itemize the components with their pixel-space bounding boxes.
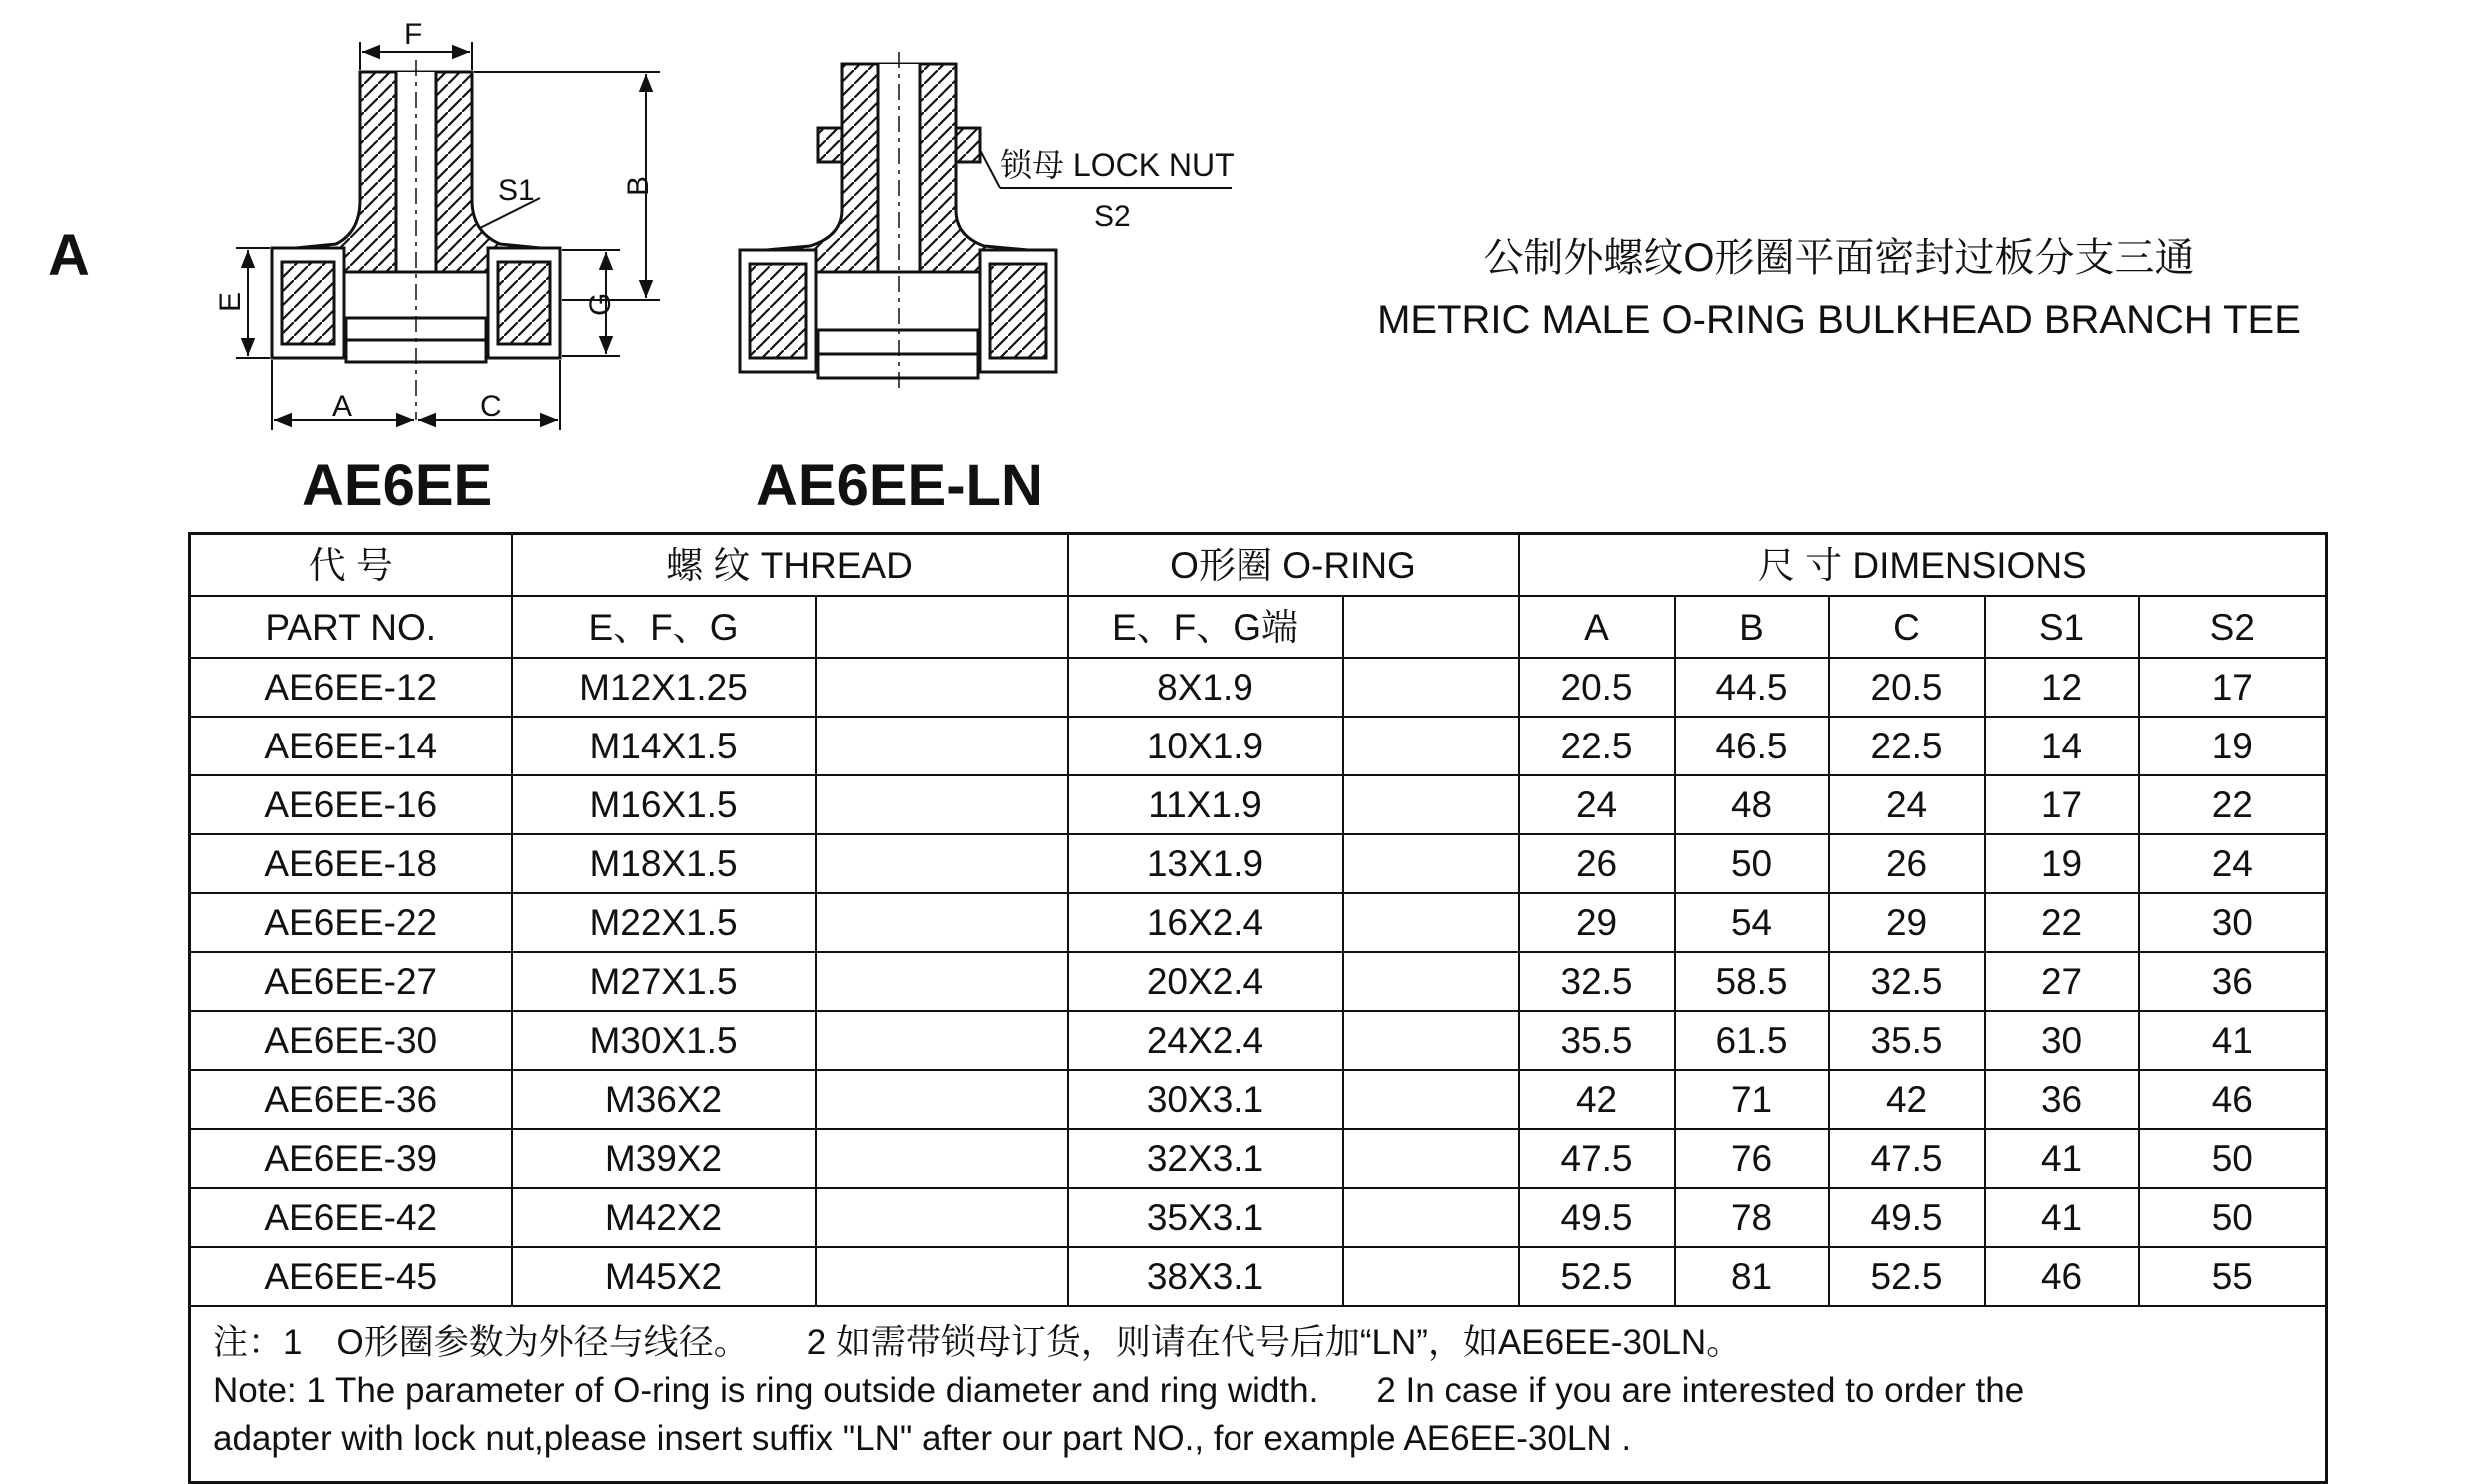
header-empty	[816, 596, 1068, 658]
cell-s1: 36	[1985, 1070, 2139, 1129]
cell-empty	[816, 1070, 1068, 1129]
cell-empty	[816, 717, 1068, 775]
cell-empty	[816, 1129, 1068, 1188]
cell-empty	[1343, 1188, 1519, 1247]
cell-s1: 41	[1985, 1129, 2139, 1188]
cell-b: 44.5	[1675, 658, 1829, 717]
cell-b: 78	[1675, 1188, 1829, 1247]
cell-empty	[1343, 1011, 1519, 1070]
note-en-prefix: Note:	[213, 1371, 297, 1410]
cell-b: 61.5	[1675, 1011, 1829, 1070]
table-row	[190, 775, 2327, 834]
note-cn-1: O形圈参数为外径与线径。	[336, 1323, 749, 1362]
cell-thread: M27X1.5	[512, 952, 816, 1011]
cell-thread: M22X1.5	[512, 893, 816, 952]
table-row	[190, 1188, 2327, 1247]
header-dim-a: A	[1519, 596, 1675, 658]
cell-b: 46.5	[1675, 717, 1829, 775]
cell-thread: M42X2	[512, 1188, 816, 1247]
note-cn-prefix: 注：1	[213, 1323, 303, 1362]
cell-b: 58.5	[1675, 952, 1829, 1011]
cell-s1: 41	[1985, 1188, 2139, 1247]
spec-table	[188, 532, 2328, 1484]
cell-a: 52.5	[1519, 1247, 1675, 1306]
dim-label-f: F	[404, 18, 423, 51]
cell-thread: M12X1.25	[512, 658, 816, 717]
cell-a: 24	[1519, 775, 1675, 834]
note-line-cn	[213, 1319, 2303, 1367]
cell-part: AE6EE-39	[190, 1129, 512, 1188]
cell-a: 35.5	[1519, 1011, 1675, 1070]
cell-thread: M30X1.5	[512, 1011, 816, 1070]
table-row	[190, 1129, 2327, 1188]
note-line-en	[213, 1367, 2303, 1415]
cell-c: 47.5	[1829, 1129, 1985, 1188]
product-title-cn: 公制外螺纹O形圈平面密封过板分支三通	[1483, 236, 2195, 280]
cell-empty	[816, 834, 1068, 893]
cell-empty	[1343, 658, 1519, 717]
cell-a: 29	[1519, 893, 1675, 952]
cell-oring: 35X3.1	[1068, 1188, 1343, 1247]
cell-s1: 46	[1985, 1247, 2139, 1306]
cell-s2: 50	[2139, 1188, 2327, 1247]
header-dim-s1: S1	[1985, 596, 2139, 658]
header-dim-c: C	[1829, 596, 1985, 658]
drawing-ae6ee	[272, 60, 560, 420]
dim-label-e: E	[214, 291, 247, 312]
cell-c: 52.5	[1829, 1247, 1985, 1306]
cell-empty	[816, 1188, 1068, 1247]
cell-s2: 41	[2139, 1011, 2327, 1070]
cell-empty	[1343, 1070, 1519, 1129]
cell-a: 26	[1519, 834, 1675, 893]
notes-row	[190, 1306, 2327, 1483]
cell-s2: 22	[2139, 775, 2327, 834]
cell-a: 49.5	[1519, 1188, 1675, 1247]
cell-thread: M18X1.5	[512, 834, 816, 893]
header-thread-sub: E、F、G	[512, 596, 816, 658]
cell-part: AE6EE-16	[190, 775, 512, 834]
cell-c: 49.5	[1829, 1188, 1985, 1247]
cell-s2: 30	[2139, 893, 2327, 952]
cell-b: 54	[1675, 893, 1829, 952]
model-label-ae6ee-ln: AE6EE-LN	[756, 453, 1043, 518]
table-row	[190, 658, 2327, 717]
cell-empty	[816, 893, 1068, 952]
table-row	[190, 717, 2327, 775]
cell-oring: 24X2.4	[1068, 1011, 1343, 1070]
cell-empty	[816, 775, 1068, 834]
cell-s2: 17	[2139, 658, 2327, 717]
product-title-en: METRIC MALE O-RING BULKHEAD BRANCH TEE	[1377, 298, 2301, 342]
cell-empty	[816, 658, 1068, 717]
cell-s1: 22	[1985, 893, 2139, 952]
header-empty	[1343, 596, 1519, 658]
cell-thread: M39X2	[512, 1129, 816, 1188]
dim-label-c: C	[480, 390, 502, 423]
cell-b: 81	[1675, 1247, 1829, 1306]
cell-s1: 14	[1985, 717, 2139, 775]
header-oring-sub: E、F、G端	[1068, 596, 1343, 658]
cell-oring: 30X3.1	[1068, 1070, 1343, 1129]
header-part-cn: 代 号	[190, 534, 512, 597]
dim-label-s2: S2	[1094, 200, 1131, 233]
notes-cell	[190, 1306, 2327, 1483]
cell-s1: 30	[1985, 1011, 2139, 1070]
header-dim-b: B	[1675, 596, 1829, 658]
cell-a: 42	[1519, 1070, 1675, 1129]
cell-s1: 19	[1985, 834, 2139, 893]
table-row	[190, 1011, 2327, 1070]
cell-b: 76	[1675, 1129, 1829, 1188]
cell-s2: 50	[2139, 1129, 2327, 1188]
cell-oring: 16X2.4	[1068, 893, 1343, 952]
cell-s2: 55	[2139, 1247, 2327, 1306]
header-oring: O形圈 O-RING	[1068, 534, 1519, 597]
cell-empty	[1343, 775, 1519, 834]
cell-thread: M45X2	[512, 1247, 816, 1306]
cell-b: 71	[1675, 1070, 1829, 1129]
cell-a: 20.5	[1519, 658, 1675, 717]
cell-empty	[1343, 1247, 1519, 1306]
cell-c: 35.5	[1829, 1011, 1985, 1070]
cell-part: AE6EE-18	[190, 834, 512, 893]
cell-part: AE6EE-14	[190, 717, 512, 775]
cell-c: 42	[1829, 1070, 1985, 1129]
table-row	[190, 952, 2327, 1011]
cell-empty	[816, 952, 1068, 1011]
cell-empty	[816, 1011, 1068, 1070]
drawing-ae6ee-ln	[740, 52, 1056, 390]
header-dimensions: 尺 寸 DIMENSIONS	[1519, 534, 2327, 597]
cell-c: 20.5	[1829, 658, 1985, 717]
cell-oring: 32X3.1	[1068, 1129, 1343, 1188]
cell-thread: M14X1.5	[512, 717, 816, 775]
cell-part: AE6EE-27	[190, 952, 512, 1011]
header-dim-s2: S2	[2139, 596, 2327, 658]
model-label-ae6ee: AE6EE	[302, 453, 493, 518]
cell-empty	[1343, 1129, 1519, 1188]
dim-label-a: A	[332, 390, 353, 423]
section-letter: A	[48, 223, 90, 288]
cell-part: AE6EE-36	[190, 1070, 512, 1129]
cell-empty	[816, 1247, 1068, 1306]
cell-c: 24	[1829, 775, 1985, 834]
cell-s1: 17	[1985, 775, 2139, 834]
cell-empty	[1343, 717, 1519, 775]
table-row	[190, 893, 2327, 952]
cell-part: AE6EE-45	[190, 1247, 512, 1306]
cell-b: 48	[1675, 775, 1829, 834]
cell-empty	[1343, 893, 1519, 952]
cell-s1: 27	[1985, 952, 2139, 1011]
note-en-1: 1 The parameter of O-ring is ring outside diameter and ring width.	[306, 1371, 1319, 1410]
cell-part: AE6EE-30	[190, 1011, 512, 1070]
cell-part: AE6EE-22	[190, 893, 512, 952]
cell-oring: 8X1.9	[1068, 658, 1343, 717]
cell-s2: 36	[2139, 952, 2327, 1011]
cell-c: 32.5	[1829, 952, 1985, 1011]
cell-c: 26	[1829, 834, 1985, 893]
cell-s2: 19	[2139, 717, 2327, 775]
cell-oring: 11X1.9	[1068, 775, 1343, 834]
cell-s2: 46	[2139, 1070, 2327, 1129]
cell-a: 22.5	[1519, 717, 1675, 775]
note-line-en-2: adapter with lock nut,please insert suffix "LN" after our part NO., for example AE6EE-30LN .	[213, 1419, 1632, 1458]
cell-oring: 10X1.9	[1068, 717, 1343, 775]
lock-nut-label: 锁母 LOCK NUT	[1000, 147, 1235, 183]
header-thread: 螺 纹 THREAD	[512, 534, 1068, 597]
dim-label-b: B	[622, 175, 655, 196]
cell-empty	[1343, 834, 1519, 893]
cell-part: AE6EE-42	[190, 1188, 512, 1247]
table-row	[190, 1070, 2327, 1129]
header-part-en: PART NO.	[190, 596, 512, 658]
cell-b: 50	[1675, 834, 1829, 893]
dim-label-s1: S1	[498, 174, 535, 207]
cell-part: AE6EE-12	[190, 658, 512, 717]
table-row	[190, 834, 2327, 893]
cell-oring: 38X3.1	[1068, 1247, 1343, 1306]
cell-thread: M16X1.5	[512, 775, 816, 834]
table-row	[190, 1247, 2327, 1306]
cell-empty	[1343, 952, 1519, 1011]
cell-c: 29	[1829, 893, 1985, 952]
dim-label-g: G	[584, 292, 617, 316]
cell-a: 47.5	[1519, 1129, 1675, 1188]
cell-s1: 12	[1985, 658, 2139, 717]
cell-a: 32.5	[1519, 952, 1675, 1011]
note-cn-2: 2 如需带锁母订货，则请在代号后加“LN”，如AE6EE-30LN。	[806, 1323, 1742, 1362]
cell-c: 22.5	[1829, 717, 1985, 775]
cell-oring: 13X1.9	[1068, 834, 1343, 893]
cell-s2: 24	[2139, 834, 2327, 893]
cell-oring: 20X2.4	[1068, 952, 1343, 1011]
note-en-2a: 2 In case if you are interested to order the	[1376, 1371, 2025, 1410]
cell-thread: M36X2	[512, 1070, 816, 1129]
